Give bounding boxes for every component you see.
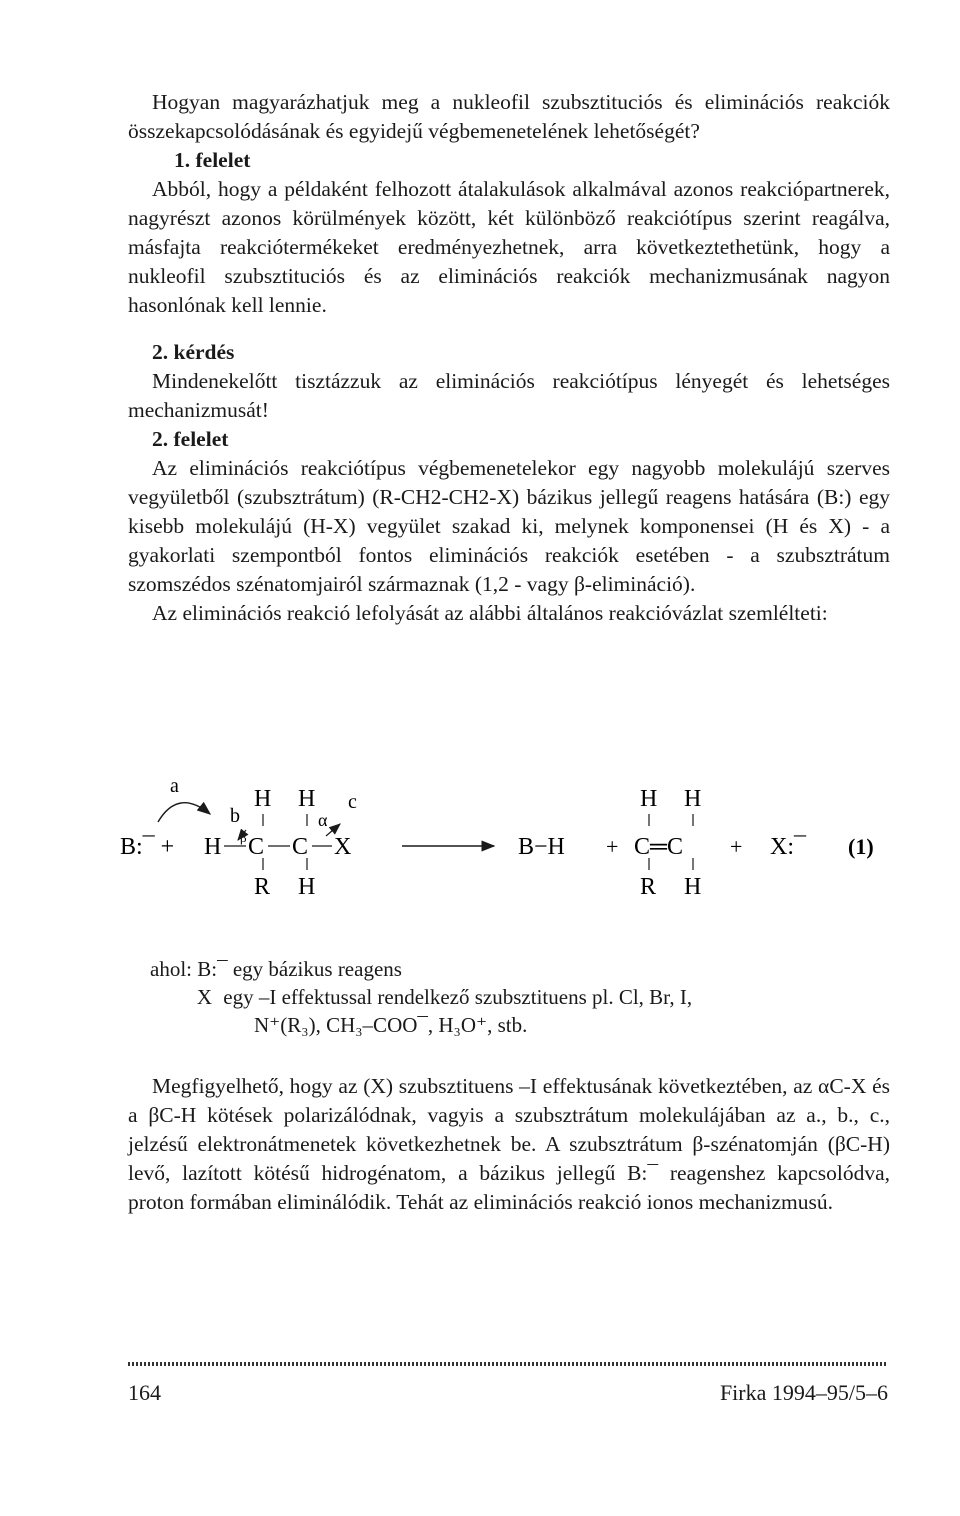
plus-1: + — [606, 834, 619, 859]
prod-top-h-1: H — [640, 786, 658, 812]
question-1: Hogyan magyarázhatjuk meg a nukleofil szubsztituciós és eliminációs reakciók összekapcsolódásának és egyidejű végbemenetelének lehetőségét? — [128, 90, 890, 143]
label-alpha: α — [318, 810, 328, 830]
reactant-c2: C — [292, 834, 309, 860]
label-a: a — [170, 775, 179, 797]
legend-b-symbol: B:¯ — [197, 957, 228, 981]
journal-name: Firka 1994–95/5–6 — [719, 1380, 888, 1405]
answer-2-heading: 2. felelet — [152, 427, 229, 451]
prod-top-h-2: H — [684, 786, 702, 812]
legend-x-symbol: X — [196, 985, 212, 1009]
question-2: Mindenekelőtt tisztázzuk az eliminációs reakciótípus lényegét és lehetséges mechanizmusát! — [128, 369, 890, 422]
scheme-intro: Az eliminációs reakció lefolyását az alábbi általános reakcióvázlat szemlélteti: — [152, 601, 828, 625]
main-text — [128, 88, 890, 628]
legend-x-text-cont: N⁺(R₃), CH₃–COO¯, H₃O⁺, stb. — [254, 1013, 528, 1037]
reactant-base: B:¯ + — [120, 834, 175, 860]
reactant-h: H — [204, 834, 222, 860]
scheme-legend — [150, 955, 692, 1039]
legend-x-text: egy –I effektussal rendelkező szubsztituens pl. Cl, Br, I, — [223, 985, 693, 1009]
bottom-h: H — [298, 874, 316, 900]
label-beta: β — [240, 830, 247, 845]
reaction-scheme — [118, 770, 898, 910]
plus-2: + — [730, 834, 743, 859]
answer-2: Az eliminációs reakciótípus végbemenetelekor egy nagyobb molekulájú szerves vegyületből (szubsztrátum) (R-CH2-CH2-X) bázikus jellegű reagens hatására (B:) egy kisebb molekulájú (H-X) vegyület szakad ki, melynek komponensei (H és X) - a gyakorlati szempontból fontos eliminációs reakciók esetében - a szubsztrátum szomszédos szénatomjairól származnak (1,2 - vagy β-elimináció). — [128, 456, 890, 596]
product-alkene: C═C — [634, 834, 684, 860]
page-number: 164 — [128, 1380, 161, 1405]
footer-rule — [128, 1362, 888, 1366]
top-h-1: H — [254, 786, 272, 812]
equation-number: (1) — [848, 834, 874, 859]
question-2-heading: 2. kérdés — [152, 340, 235, 364]
answer-1-heading: 1. felelet — [174, 148, 251, 172]
observation-text: Megfigyelhető, hogy az (X) szubsztituens –I effektusának következtében, az αC-X és a βC-H kötések polarizálódnak, vagyis a szubsztrátum molekulájában az a., b., c., jelzésű elektronátmenetek következhetnek be. A szubsztrátum β-szénatomján (βC-H) levő, lazított kötésű hidrogénatom, a bázikus jellegű B:¯ reagenshez kapcsolódva, proton formában eliminálódik. Tehát az eliminációs reakció ionos mechanizmusú. — [128, 1074, 890, 1214]
legend-prefix: ahol: — [150, 957, 192, 981]
product-bh: B−H — [518, 834, 565, 860]
product-x: X:¯ — [770, 834, 806, 860]
reactant-c1: C — [248, 834, 265, 860]
bottom-r: R — [254, 874, 271, 900]
legend-b-text: egy bázikus reagens — [232, 957, 402, 981]
label-b: b — [230, 805, 240, 827]
prod-bottom-h: H — [684, 874, 702, 900]
label-c: c — [348, 791, 357, 813]
reactant-x: X — [334, 834, 352, 860]
prod-bottom-r: R — [640, 874, 657, 900]
reaction-scheme-svg — [118, 770, 898, 910]
arrow-a — [158, 803, 210, 822]
observation-paragraph — [128, 1072, 890, 1217]
answer-1: Abból, hogy a példaként felhozott átalakulások alkalmával azonos reakciópartnerek, nagyrészt azonos körülmények között, két különböző reakciótípus szerint reagálva, másfajta reakciótermékeket eredményezhetnek, arra következtethetünk, hogy a nukleofil szubsztituciós és az eliminációs reakciók mechanizmusának nagyon hasonlónak kell lennie. — [128, 177, 890, 317]
top-h-2: H — [298, 786, 316, 812]
